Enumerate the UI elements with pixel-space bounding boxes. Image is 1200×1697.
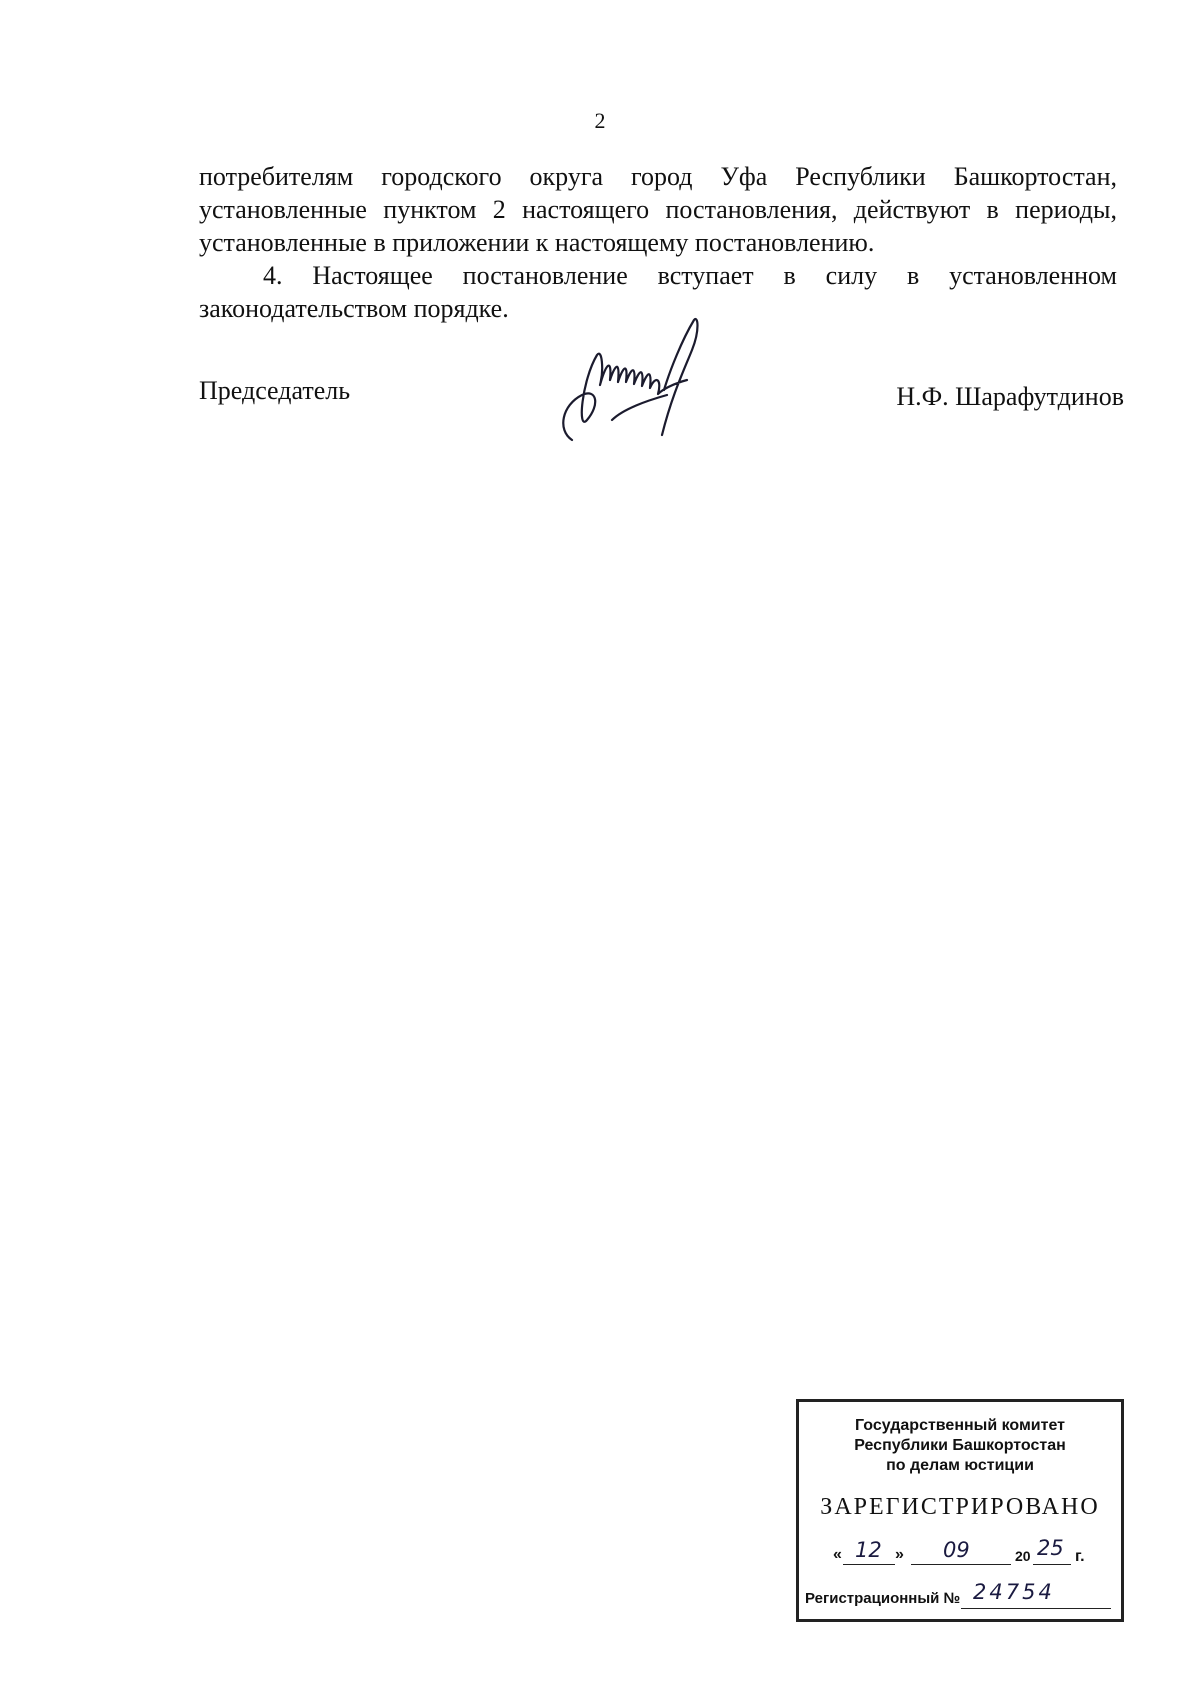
- reg-underline: [961, 1608, 1111, 1609]
- quote-close: »: [895, 1546, 904, 1563]
- signature-stroke: [563, 319, 697, 440]
- month-underline: [911, 1564, 1011, 1565]
- stamp-month: 09: [943, 1538, 970, 1562]
- handwritten-signature: [552, 310, 722, 460]
- reg-number: 24754: [973, 1580, 1055, 1604]
- stamp-title: ЗАРЕГИСТРИРОВАНО: [820, 1494, 1100, 1520]
- registration-stamp: [796, 1399, 1124, 1622]
- day-underline: [843, 1564, 895, 1565]
- signature-block: [0, 370, 1200, 460]
- stamp-org-line: Республики Башкортостан: [854, 1437, 1066, 1454]
- stamp-org-line: по делам юстиции: [886, 1457, 1034, 1474]
- reg-label: Регистрационный №: [805, 1590, 961, 1607]
- stamp-year: 25: [1037, 1536, 1064, 1560]
- document-body: [199, 160, 1117, 325]
- year-prefix: 20: [1015, 1548, 1031, 1564]
- quote-open: «: [833, 1546, 842, 1563]
- stamp-organization: [799, 1416, 1121, 1476]
- year-unit: г.: [1075, 1548, 1085, 1565]
- stamp-day: 12: [855, 1538, 882, 1562]
- signer-name: Н.Ф. Шарафутдинов: [896, 382, 1124, 411]
- paragraph-4: 4. Настоящее постановление вступает в силу в установленном законодательством порядке.: [199, 261, 1117, 323]
- signer-role: Председатель: [199, 376, 351, 405]
- paragraph-continuation: потребителям городского округа город Уфа Республики Башкортостан, установленные пунктом 2 настоящего постановления, действуют в периоды, установленные в приложении к настоящему постановлению.: [199, 162, 1117, 257]
- stamp-registration-number: [805, 1580, 1115, 1612]
- page-number: 2: [594, 108, 606, 133]
- year-underline: [1033, 1564, 1071, 1565]
- stamp-date: [833, 1536, 1123, 1568]
- stamp-org-line: Государственный комитет: [855, 1417, 1065, 1434]
